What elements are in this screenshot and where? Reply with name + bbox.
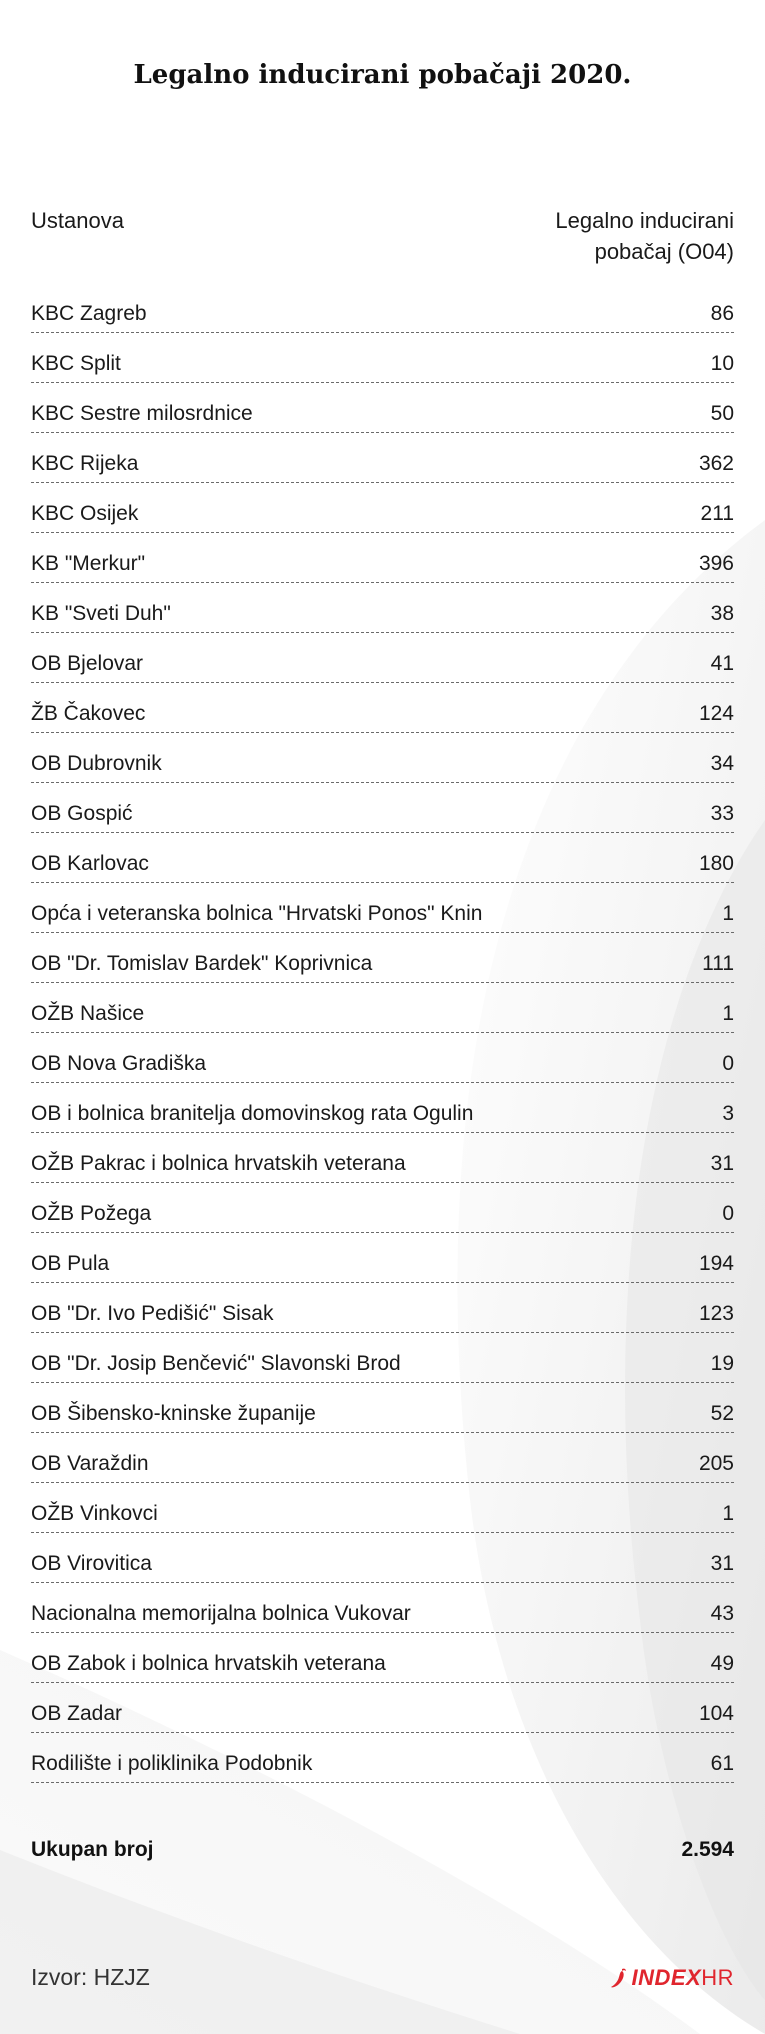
row-value: 180: [698, 852, 734, 875]
table-header: [31, 205, 734, 267]
table-row: [31, 833, 734, 883]
row-institution: KBC Osijek: [31, 502, 139, 525]
table-row: [31, 883, 734, 933]
row-value: 0: [722, 1052, 734, 1075]
table-row: [31, 983, 734, 1033]
row-value: 43: [710, 1602, 734, 1625]
table-row: [31, 1733, 734, 1783]
row-institution: OB Zabok i bolnica hrvatskih veterana: [31, 1652, 386, 1675]
row-institution: KB "Merkur": [31, 552, 146, 575]
row-value: 123: [698, 1302, 734, 1325]
row-institution: Nacionalna memorijalna bolnica Vukovar: [31, 1602, 411, 1625]
row-institution: ŽB Čakovec: [31, 702, 146, 725]
row-institution: OB Varaždin: [31, 1452, 149, 1475]
table-row: [31, 1133, 734, 1183]
row-value: 31: [710, 1152, 734, 1175]
table-row: [31, 433, 734, 483]
row-value: 19: [710, 1352, 734, 1375]
row-institution: OB Pula: [31, 1252, 110, 1275]
table-row: [31, 283, 734, 333]
total-row: [31, 1838, 734, 1862]
row-institution: Rodilište i poliklinika Podobnik: [31, 1752, 313, 1775]
row-value: 41: [710, 652, 734, 675]
table-row: [31, 783, 734, 833]
row-value: 205: [698, 1452, 734, 1475]
row-value: 33: [710, 802, 734, 825]
total-value: 2.594: [681, 1838, 734, 1861]
row-value: 3: [722, 1102, 734, 1125]
table-row: [31, 533, 734, 583]
table-row: [31, 1683, 734, 1733]
table-row: [31, 1583, 734, 1633]
table-row: [31, 1483, 734, 1533]
table-row: [31, 1633, 734, 1683]
index-hr-logo: [610, 1965, 734, 1991]
row-value: 52: [710, 1402, 734, 1425]
table-row: [31, 333, 734, 383]
row-institution: OŽB Našice: [31, 1002, 145, 1025]
row-institution: OŽB Pakrac i bolnica hrvatskih veterana: [31, 1152, 406, 1175]
row-value: 1: [722, 1002, 734, 1025]
table-row: [31, 1183, 734, 1233]
row-institution: OB i bolnica branitelja domovinskog rata Ogulin: [31, 1102, 474, 1125]
column-header-value: [555, 205, 734, 267]
source-credit: Izvor: HZJZ: [31, 1964, 150, 1990]
row-value: 111: [702, 952, 734, 975]
column-header-value-line2: pobačaj (O04): [594, 239, 734, 264]
table-row: [31, 683, 734, 733]
row-institution: KBC Sestre milosrdnice: [31, 402, 253, 425]
total-label: Ukupan broj: [31, 1838, 154, 1861]
logo-text-suffix: HR: [701, 1964, 734, 1990]
table-row: [31, 1533, 734, 1583]
footer: [31, 1964, 734, 1991]
row-value: 0: [722, 1202, 734, 1225]
table-row: [31, 1033, 734, 1083]
row-institution: OB "Dr. Josip Benčević" Slavonski Brod: [31, 1352, 401, 1375]
table-body: [31, 283, 734, 1783]
row-value: 211: [700, 502, 734, 525]
chili-pepper-icon: [610, 1967, 628, 1989]
row-value: 38: [710, 602, 734, 625]
row-institution: OB "Dr. Tomislav Bardek" Koprivnica: [31, 952, 373, 975]
row-value: 396: [698, 552, 734, 575]
table-row: [31, 633, 734, 683]
row-value: 49: [710, 1652, 734, 1675]
row-value: 1: [722, 1502, 734, 1525]
table-row: [31, 1433, 734, 1483]
table-row: [31, 933, 734, 983]
column-header-value-line1: Legalno inducirani: [555, 208, 734, 233]
row-institution: Opća i veteranska bolnica "Hrvatski Ponos" Knin: [31, 902, 483, 925]
row-value: 104: [698, 1702, 734, 1725]
table-row: [31, 583, 734, 633]
row-institution: KBC Rijeka: [31, 452, 139, 475]
row-value: 10: [710, 352, 734, 375]
row-institution: OB Dubrovnik: [31, 752, 162, 775]
table-row: [31, 1383, 734, 1433]
table-row: [31, 1233, 734, 1283]
row-institution: KB "Sveti Duh": [31, 602, 171, 625]
table-row: [31, 1083, 734, 1133]
row-institution: KBC Zagreb: [31, 302, 147, 325]
row-value: 34: [710, 752, 734, 775]
row-institution: OŽB Vinkovci: [31, 1502, 158, 1525]
row-institution: OŽB Požega: [31, 1202, 152, 1225]
row-institution: OB Karlovac: [31, 852, 149, 875]
row-value: 1: [722, 902, 734, 925]
table-row: [31, 483, 734, 533]
table-row: [31, 1283, 734, 1333]
row-institution: OB Bjelovar: [31, 652, 144, 675]
table-row: [31, 1333, 734, 1383]
row-value: 362: [698, 452, 734, 475]
row-institution: OB "Dr. Ivo Pedišić" Sisak: [31, 1302, 274, 1325]
row-institution: OB Virovitica: [31, 1552, 152, 1575]
row-institution: OB Zadar: [31, 1702, 123, 1725]
row-institution: OB Gospić: [31, 802, 133, 825]
row-institution: OB Nova Gradiška: [31, 1052, 207, 1075]
row-institution: OB Šibensko-kninske županije: [31, 1402, 316, 1425]
row-value: 50: [710, 402, 734, 425]
row-institution: KBC Split: [31, 352, 121, 375]
page-title: Legalno inducirani pobačaji 2020.: [133, 60, 632, 90]
column-header-institution: Ustanova: [31, 208, 124, 233]
table-row: [31, 383, 734, 433]
row-value: 124: [698, 702, 734, 725]
row-value: 31: [710, 1552, 734, 1575]
table-row: [31, 733, 734, 783]
row-value: 194: [698, 1252, 734, 1275]
row-value: 86: [710, 302, 734, 325]
row-value: 61: [710, 1752, 734, 1775]
logo-text-main: INDEX: [631, 1964, 702, 1990]
